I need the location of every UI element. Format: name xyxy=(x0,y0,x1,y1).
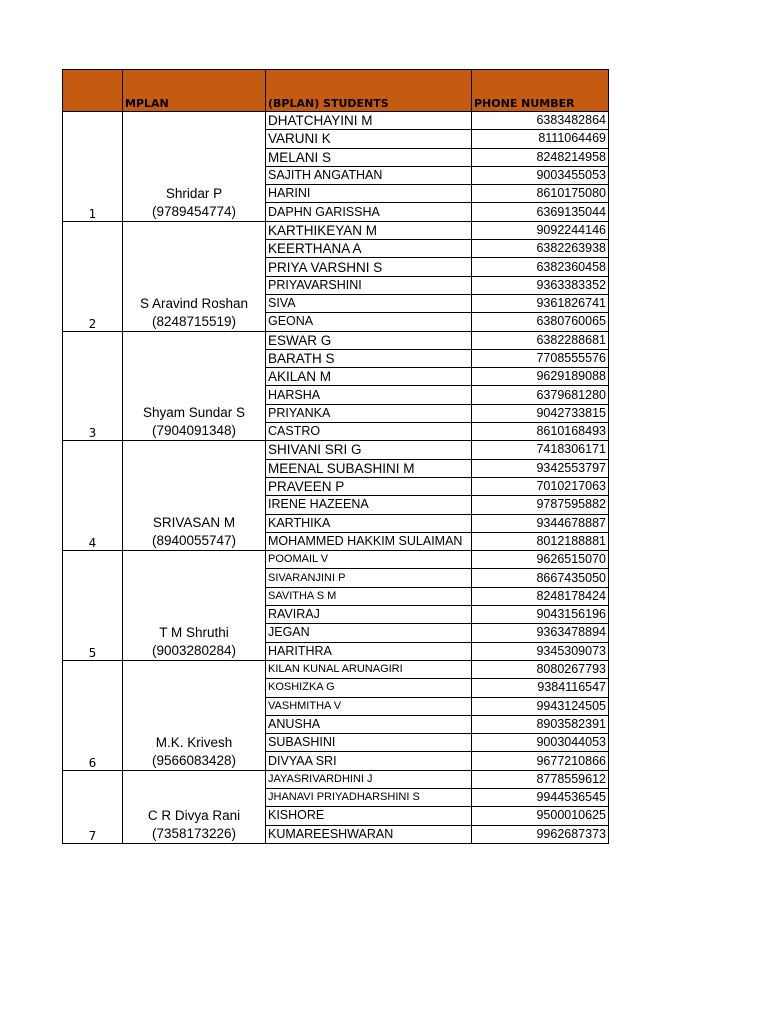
student-phone-cell[interactable]: 9043156196 xyxy=(472,606,609,624)
student-name-cell[interactable]: SHIVANI SRI G xyxy=(266,441,472,459)
mentor-phone: (8248715519) xyxy=(151,313,237,329)
student-phone-cell[interactable]: 8610168493 xyxy=(472,423,609,441)
student-phone-cell[interactable]: 6382288681 xyxy=(472,331,609,349)
student-phone-cell[interactable]: 9629189088 xyxy=(472,368,609,386)
student-name-cell[interactable]: PRIYAVARSHINI xyxy=(266,276,472,294)
student-phone-cell[interactable]: 6369135044 xyxy=(472,203,609,221)
student-phone-cell[interactable]: 9626515070 xyxy=(472,551,609,569)
student-phone-cell[interactable]: 9384116547 xyxy=(472,679,609,697)
student-phone-cell[interactable]: 9342553797 xyxy=(472,459,609,477)
table-header xyxy=(63,70,609,112)
group-number-cell[interactable]: 6 xyxy=(63,660,123,770)
header-num[interactable] xyxy=(63,70,123,112)
mentor-name: Shridar P xyxy=(165,185,223,201)
student-name-cell[interactable]: MOHAMMED HAKKIM SULAIMAN xyxy=(266,532,472,550)
group-number-cell[interactable]: 2 xyxy=(63,221,123,331)
table-row xyxy=(63,660,609,678)
mentor-phone: (8940055747) xyxy=(151,533,237,549)
group-number-cell[interactable]: 4 xyxy=(63,441,123,551)
table-row xyxy=(63,112,609,130)
student-name-cell[interactable]: HARSHA xyxy=(266,386,472,404)
student-name-cell[interactable]: VASHMITHA V xyxy=(266,697,472,715)
student-name-cell[interactable]: RAVIRAJ xyxy=(266,606,472,624)
mentor-name: C R Divya Rani xyxy=(147,807,241,823)
student-name-cell[interactable]: DIVYAA SRI xyxy=(266,752,472,770)
student-phone-cell[interactable]: 9500010625 xyxy=(472,807,609,825)
mentor-phone: (9789454774) xyxy=(151,203,237,219)
mentor-cell[interactable] xyxy=(123,221,266,331)
student-name-cell[interactable]: KEERTHANA A xyxy=(266,240,472,258)
student-phone-cell[interactable]: 8248178424 xyxy=(472,587,609,605)
group-number-cell[interactable]: 3 xyxy=(63,331,123,441)
student-phone-cell[interactable]: 9363478894 xyxy=(472,624,609,642)
mentor-phone: (7904091348) xyxy=(151,423,237,439)
student-name-cell[interactable]: POOMAIL V xyxy=(266,551,472,569)
student-phone-cell[interactable]: 9042733815 xyxy=(472,404,609,422)
student-phone-cell[interactable]: 8111064469 xyxy=(472,130,609,148)
student-name-cell[interactable]: ANUSHA xyxy=(266,715,472,733)
mentor-name: M.K. Krivesh xyxy=(155,734,233,750)
student-phone-cell[interactable]: 8610175080 xyxy=(472,185,609,203)
student-name-cell[interactable]: DAPHN GARISSHA xyxy=(266,203,472,221)
student-phone-cell[interactable]: 6379681280 xyxy=(472,386,609,404)
student-phone-cell[interactable]: 7708555576 xyxy=(472,349,609,367)
mentor-phone: (9003280284) xyxy=(151,642,237,658)
table-row xyxy=(63,551,609,569)
student-name-cell[interactable]: MEENAL SUBASHINI M xyxy=(266,459,472,477)
group-number-cell[interactable]: 1 xyxy=(63,112,123,222)
student-name-cell[interactable]: GEONA xyxy=(266,313,472,331)
mentor-cell[interactable] xyxy=(123,660,266,770)
student-name-cell[interactable]: VARUNI K xyxy=(266,130,472,148)
student-name-cell[interactable]: JAYASRIVARDHINI J xyxy=(266,770,472,788)
student-name-cell[interactable]: JEGAN xyxy=(266,624,472,642)
mentor-cell[interactable] xyxy=(123,551,266,661)
student-name-cell[interactable]: MELANI S xyxy=(266,148,472,166)
student-phone-cell[interactable]: 9962687373 xyxy=(472,825,609,843)
student-name-cell[interactable]: SIVARANJINI P xyxy=(266,569,472,587)
student-name-cell[interactable]: HARINI xyxy=(266,185,472,203)
student-name-cell[interactable]: SAVITHA S M xyxy=(266,587,472,605)
header-phone[interactable]: PHONE NUMBER xyxy=(472,70,609,112)
student-phone-cell[interactable]: 9003044053 xyxy=(472,734,609,752)
student-name-cell[interactable]: SAJITH ANGATHAN xyxy=(266,166,472,184)
student-phone-cell[interactable]: 8667435050 xyxy=(472,569,609,587)
student-phone-cell[interactable]: 9003455053 xyxy=(472,166,609,184)
header-row xyxy=(63,70,609,112)
student-phone-cell[interactable]: 8903582391 xyxy=(472,715,609,733)
student-name-cell[interactable]: IRENE HAZEENA xyxy=(266,496,472,514)
student-name-cell[interactable]: HARITHRA xyxy=(266,642,472,660)
student-name-cell[interactable]: KOSHIZKA G xyxy=(266,679,472,697)
student-phone-cell[interactable]: 9092244146 xyxy=(472,221,609,239)
student-phone-cell[interactable]: 9344678887 xyxy=(472,514,609,532)
student-phone-cell[interactable]: 9363383352 xyxy=(472,276,609,294)
mentor-name: Shyam Sundar S xyxy=(142,405,246,421)
student-name-cell[interactable]: SIVA xyxy=(266,294,472,312)
mentor-phone: (9566083428) xyxy=(151,752,237,768)
student-name-cell[interactable]: KARTHIKEYAN M xyxy=(266,221,472,239)
student-phone-cell[interactable]: 7010217063 xyxy=(472,477,609,495)
student-phone-cell[interactable]: 9944536545 xyxy=(472,788,609,806)
student-name-cell[interactable]: PRIYA VARSHNI S xyxy=(266,258,472,276)
table-row xyxy=(63,331,609,349)
student-phone-cell[interactable]: 7418306171 xyxy=(472,441,609,459)
student-name-cell[interactable]: CASTRO xyxy=(266,423,472,441)
student-phone-cell[interactable]: 6382360458 xyxy=(472,258,609,276)
student-name-cell[interactable]: SUBASHINI xyxy=(266,734,472,752)
student-name-cell[interactable]: JHANAVI PRIYADHARSHINI S xyxy=(266,788,472,806)
mentor-name: S Aravind Roshan xyxy=(139,295,249,311)
student-phone-cell[interactable]: 8778559612 xyxy=(472,770,609,788)
mentor-cell[interactable] xyxy=(123,112,266,222)
student-phone-cell[interactable]: 8080267793 xyxy=(472,660,609,678)
student-name-cell[interactable]: BARATH S xyxy=(266,349,472,367)
group-number-cell[interactable]: 7 xyxy=(63,770,123,843)
table-row xyxy=(63,441,609,459)
student-name-cell[interactable]: KARTHIKA xyxy=(266,514,472,532)
mentor-student-table xyxy=(62,69,609,844)
header-students[interactable]: (BPLAN) STUDENTS xyxy=(266,70,472,112)
table-row xyxy=(63,770,609,788)
student-phone-cell[interactable]: 9345309073 xyxy=(472,642,609,660)
student-name-cell[interactable]: KUMAREESHWARAN xyxy=(266,825,472,843)
table-body xyxy=(63,112,609,844)
student-phone-cell[interactable]: 9677210866 xyxy=(472,752,609,770)
student-phone-cell[interactable]: 6380760065 xyxy=(472,313,609,331)
student-name-cell[interactable]: PRAVEEN P xyxy=(266,477,472,495)
student-phone-cell[interactable]: 6382263938 xyxy=(472,240,609,258)
student-name-cell[interactable]: AKILAN M xyxy=(266,368,472,386)
mentor-phone: (7358173226) xyxy=(151,825,237,841)
student-name-cell[interactable]: KILAN KUNAL ARUNAGIRI xyxy=(266,660,472,678)
table-row xyxy=(63,221,609,239)
student-phone-cell[interactable]: 9361826741 xyxy=(472,294,609,312)
mentor-cell[interactable] xyxy=(123,770,266,843)
student-phone-cell[interactable]: 8012188881 xyxy=(472,532,609,550)
student-phone-cell[interactable]: 9943124505 xyxy=(472,697,609,715)
student-name-cell[interactable]: PRIYANKA xyxy=(266,404,472,422)
mentor-name: SRIVASAN M xyxy=(152,515,236,531)
mentor-cell[interactable] xyxy=(123,331,266,441)
student-phone-cell[interactable]: 8248214958 xyxy=(472,148,609,166)
student-name-cell[interactable]: DHATCHAYINI M xyxy=(266,112,472,130)
mentor-name: T M Shruthi xyxy=(159,624,229,640)
student-phone-cell[interactable]: 6383482864 xyxy=(472,112,609,130)
student-name-cell[interactable]: KISHORE xyxy=(266,807,472,825)
header-mplan[interactable]: MPLAN xyxy=(123,70,266,112)
student-phone-cell[interactable]: 9787595882 xyxy=(472,496,609,514)
mentor-cell[interactable] xyxy=(123,441,266,551)
student-name-cell[interactable]: ESWAR G xyxy=(266,331,472,349)
group-number-cell[interactable]: 5 xyxy=(63,551,123,661)
